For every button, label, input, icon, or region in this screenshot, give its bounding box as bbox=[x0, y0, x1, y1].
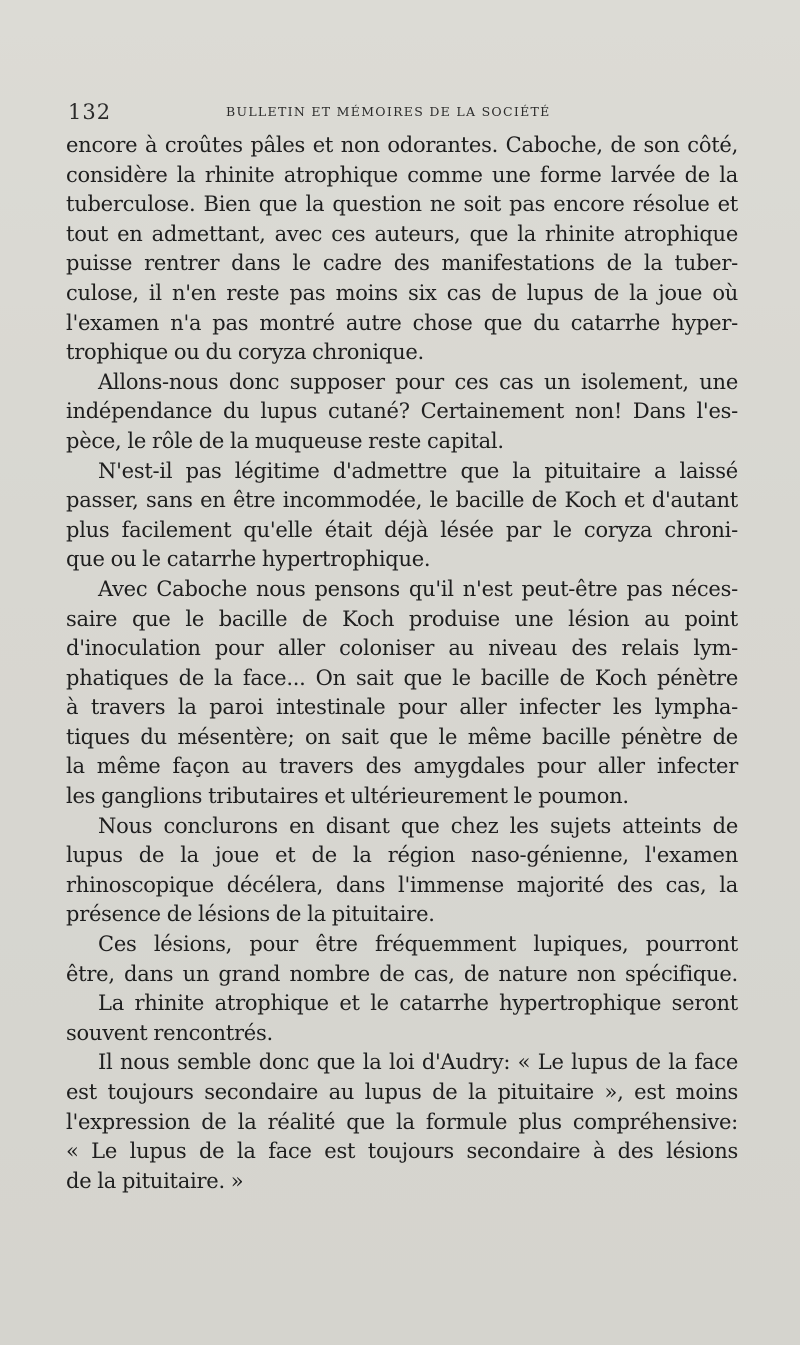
text-line: encore à croûtes pâles et non odorantes. Caboche, de son côté, bbox=[66, 133, 738, 157]
text-line: N'est-il pas légitime d'admettre que la pituitaire a laissé bbox=[98, 458, 738, 483]
text-line: présence de lésions de la pituitaire. bbox=[66, 902, 435, 927]
paragraph-3 bbox=[66, 457, 738, 575]
text-line: pèce, le rôle de la muqueuse reste capital. bbox=[66, 428, 504, 453]
text-line: la même façon au travers des amygdales pour aller infecter bbox=[66, 754, 738, 779]
text-line: est toujours secondaire au lupus de la pituitaire », est moins bbox=[66, 1080, 738, 1104]
body-text bbox=[66, 131, 738, 1196]
text-line: rhinoscopique décélera, dans l'immense majorité des cas, la bbox=[66, 872, 738, 897]
text-line: considère la rhinite atrophique comme une forme larvée de la bbox=[66, 162, 738, 187]
paragraph-4 bbox=[66, 575, 738, 812]
text-line: tiques du mésentère; on sait que le même bacille pénètre de bbox=[66, 724, 738, 749]
text-line: à travers la paroi intestinale pour aller infecter les lympha- bbox=[66, 695, 738, 720]
paragraph-1 bbox=[66, 131, 738, 368]
text-line: culose, il n'en reste pas moins six cas de lupus de la joue où bbox=[66, 280, 738, 305]
paragraph-8 bbox=[66, 1048, 738, 1196]
text-line: lupus de la joue et de la région naso-génienne, l'examen bbox=[66, 843, 738, 868]
text-line: « Le lupus de la face est toujours secondaire à des lésions bbox=[66, 1139, 738, 1164]
text-line: l'expression de la réalité que la formule plus compréhensive: bbox=[66, 1109, 738, 1134]
running-head: BULLETIN ET MÉMOIRES DE LA SOCIÉTÉ bbox=[226, 104, 551, 119]
paragraph-2 bbox=[66, 368, 738, 457]
text-line: plus facilement qu'elle était déjà lésée par le coryza chroni- bbox=[66, 517, 738, 542]
text-line: La rhinite atrophique et le catarrhe hypertrophique seront bbox=[98, 991, 738, 1016]
text-line: indépendance du lupus cutané? Certainement non! Dans l'es- bbox=[66, 399, 738, 424]
text-line: souvent rencontrés. bbox=[66, 1020, 273, 1045]
text-line: d'inoculation pour aller coloniser au niveau des relais lym- bbox=[66, 636, 738, 661]
text-line: tuberculose. Bien que la question ne soit pas encore résolue et bbox=[66, 192, 738, 217]
text-line: Ces lésions, pour être fréquemment lupiques, pourront bbox=[98, 932, 738, 957]
text-line: trophique ou du coryza chronique. bbox=[66, 340, 424, 365]
text-line: puisse rentrer dans le cadre des manifestations de la tuber- bbox=[66, 251, 738, 276]
paragraph-5 bbox=[66, 812, 738, 930]
text-line: de la pituitaire. » bbox=[66, 1168, 244, 1193]
page-number: 132 bbox=[68, 100, 112, 124]
text-line: Avec Caboche nous pensons qu'il n'est peut-être pas néces- bbox=[98, 576, 738, 601]
text-line: Nous conclurons en disant que chez les sujets atteints de bbox=[98, 813, 738, 838]
text-line: que ou le catarrhe hypertrophique. bbox=[66, 547, 431, 572]
text-line: phatiques de la face... On sait que le bacille de Koch pénètre bbox=[66, 665, 738, 690]
text-line: Allons-nous donc supposer pour ces cas un isolement, une bbox=[98, 369, 738, 394]
text-line: l'examen n'a pas montré autre chose que du catarrhe hyper- bbox=[66, 310, 738, 335]
text-line: Il nous semble donc que la loi d'Audry: « Le lupus de la face bbox=[98, 1050, 738, 1075]
text-line: les ganglions tributaires et ultérieurement le poumon. bbox=[66, 784, 629, 809]
text-line: être, dans un grand nombre de cas, de nature non spécifique. bbox=[66, 961, 738, 986]
text-line: saire que le bacille de Koch produise une lésion au point bbox=[66, 606, 738, 631]
text-line: passer, sans en être incommodée, le bacille de Koch et d'autant bbox=[66, 488, 738, 513]
paragraph-7 bbox=[66, 989, 738, 1048]
text-line: tout en admettant, avec ces auteurs, que la rhinite atrophique bbox=[66, 221, 738, 246]
paragraph-6 bbox=[66, 930, 738, 989]
